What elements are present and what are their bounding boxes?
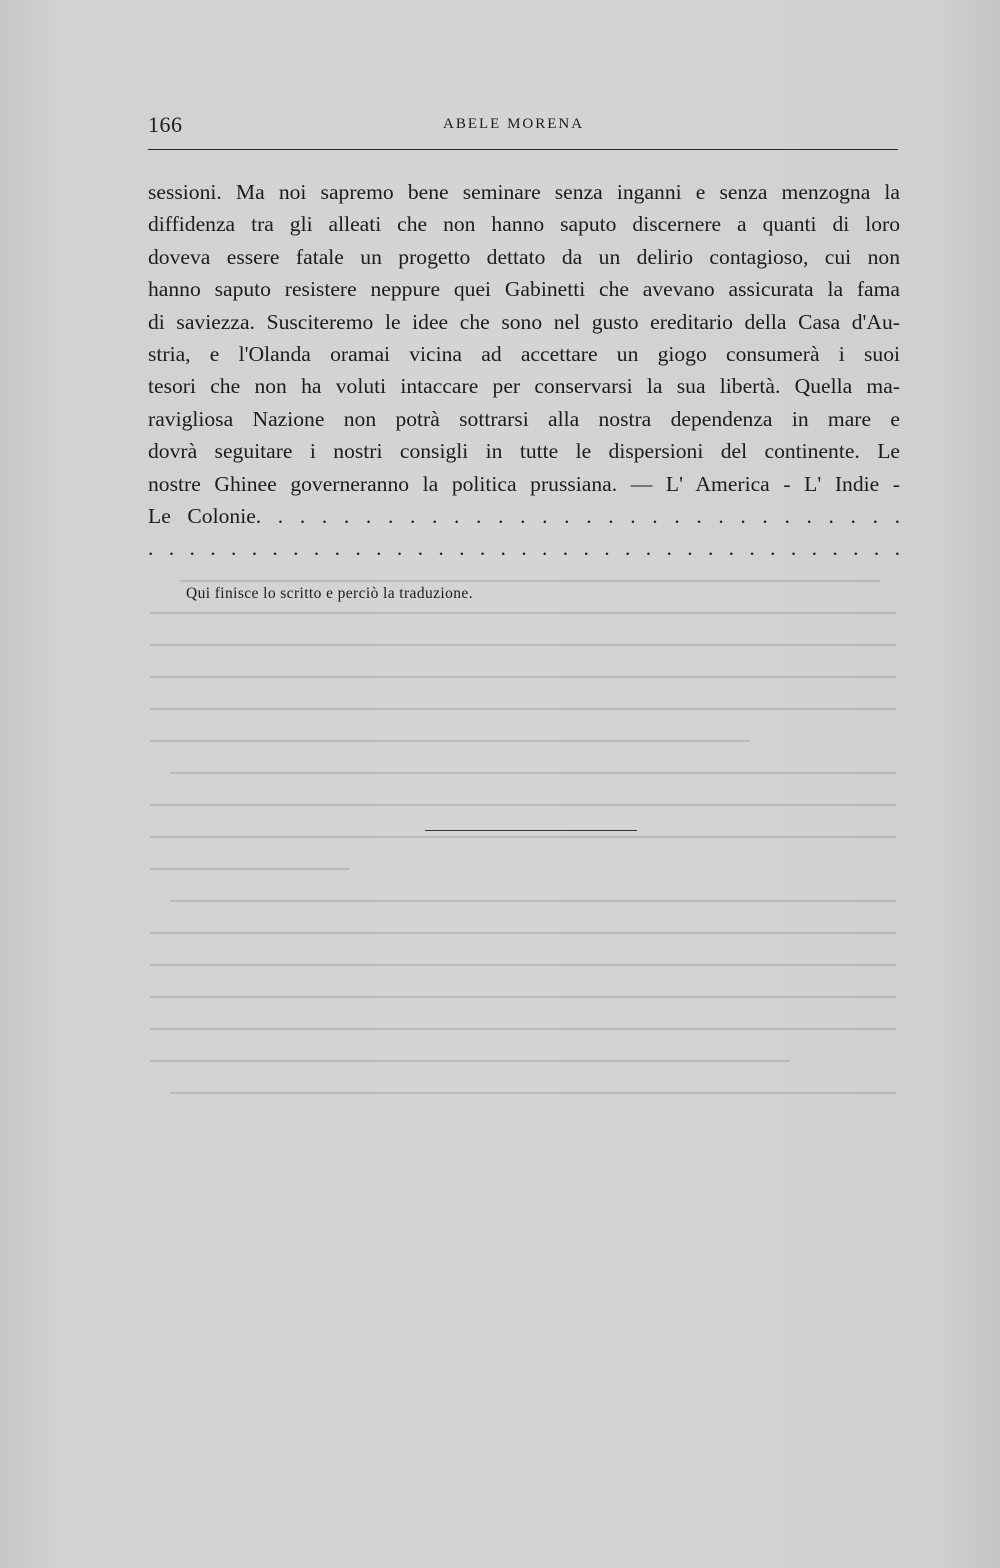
closing-note: Qui finisce lo scritto e perciò la traduzione. [186,585,473,602]
text-line: di saviezza. Susciteremo le idee che sono nel gusto ereditario della Casa d'Au- [148,309,900,334]
text-line: ravigliosa Nazione non potrà sottrarsi alla nostra dependenza in mare e [148,406,900,431]
text-line: diffidenza tra gli alleati che non hanno saputo discernere a quanti di loro [148,212,900,237]
page-number: 166 [148,112,183,137]
end-rule [425,830,637,831]
bleed-through-text [150,560,896,1120]
text-line: sessioni. Ma noi sapremo bene seminare senza inganni e senza menzogna la [148,180,900,204]
text-line: stria, e l'Olanda oramai vicina ad accettare un giogo consumerà i suoi [148,341,900,366]
header-rule [148,149,898,150]
text-line-dotted: Le Colonie. . . . . . . . . . . . . . . . . . . . . . . . . . . . . . [148,503,900,528]
body-text [148,176,900,565]
page-header [148,110,896,142]
text-line: tesori che non ha voluti intaccare per conservarsi la sua libertà. Quella ma- [148,374,900,399]
running-head: ABELE MORENA [443,116,585,132]
text-line: dovrà seguitare i nostri consigli in tutte le dispersioni del continente. Le [148,439,900,464]
text-line: doveva essere fatale un progetto dettato da un delirio contagioso, cui non [148,244,900,269]
text-line: nostre Ghinee governeranno la politica prussiana. — L' America - L' Indie - [148,471,900,496]
text-line: hanno saputo resistere neppure quei Gabinetti che avevano assicurata la fama [148,277,900,302]
dotted-line: . . . . . . . . . . . . . . . . . . . . . . . . . . . . . . . . . . . . . [148,536,900,561]
